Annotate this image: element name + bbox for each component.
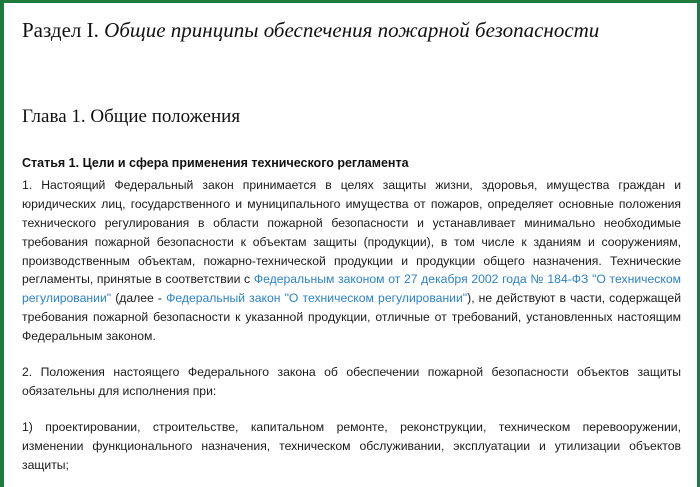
paragraph-2: 2. Положения настоящего Федерального закона об обеспечении пожарной безопасности объектов защиты обязательны для исполнения при: — [22, 365, 681, 398]
section-title-main: Общие принципы обеспечения пожарной безопасности — [98, 18, 600, 42]
paragraph-3: 1) проектировании, строительстве, капитальном ремонте, реконструкции, техническом перевооружении, изменении функционального назначения, техническом обслуживании, эксплуатации и утилизации объектов защиты; — [22, 419, 681, 472]
section-title — [22, 17, 681, 44]
section-title-prefix: Раздел I. — [22, 18, 99, 42]
chapter-title: Глава 1. Общие положения — [22, 105, 241, 127]
paragraph-1-text-c: ), не действуют в части, содержащей требования пожарной безопасности к указанной продукции, отличные от требований, установленных настоящим Федеральным законом. — [22, 291, 682, 344]
paragraph-1-text-a: 1. Настоящий Федеральный закон принимается в целях защиты жизни, здоровья, имущества граждан и юридических лиц, государственного и муниципального имущества от пожаров, определяет основные положения технического регулирования в области пожарной безопасности и устанавливает минимально необходимые требования пожарной безопасности к объектам защиты (продукции), в том числе к зданиям и сооружениям, производственным объектам, пожарно-технической продукции и продукции общего назначения. Технические регламенты, принятые в соответствии с — [22, 177, 681, 287]
paragraph-1-text-b: (далее - — [111, 291, 167, 306]
link-federal-law-technical-regulation[interactable]: Федеральный закон "О техническом регулировании" — [166, 291, 468, 306]
article-title: Статья 1. Цели и сфера применения технического регламента — [22, 155, 409, 170]
link-federal-law-184-fz[interactable]: Федеральным законом от 27 декабря 2002 года № 184-ФЗ "О техническом регулировании" — [22, 272, 681, 306]
paragraph-1 — [22, 176, 681, 346]
